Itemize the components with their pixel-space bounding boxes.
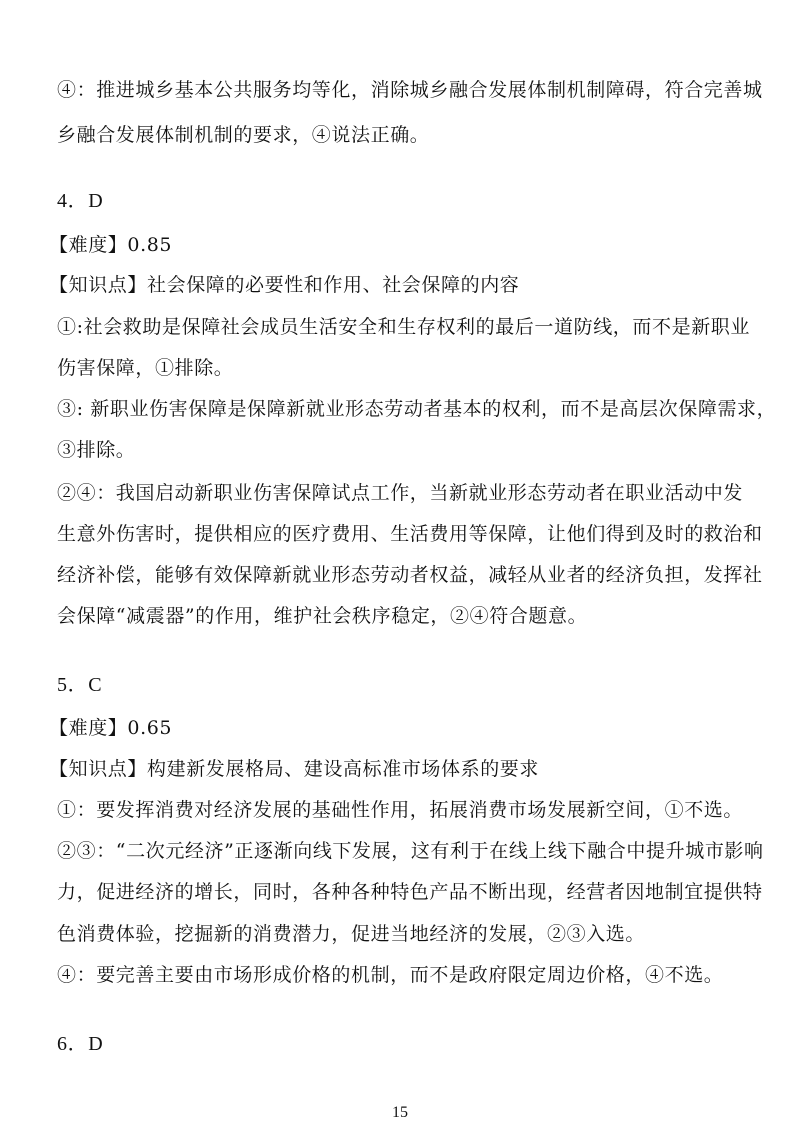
q5-item1: ①：要发挥消费对经济发展的基础性作用，拓展消费市场发展新空间，①不选。 <box>57 799 744 821</box>
q3-item4-line2: 乡融合发展体制机制的要求，④说法正确。 <box>57 124 430 146</box>
q5-knowledge-point: 【知识点】构建新发展格局、建设高标准市场体系的要求 <box>49 758 540 780</box>
q4-item24-line2: 生意外伤害时，提供相应的医疗费用、生活费用等保障，让他们得到及时的救治和 <box>57 523 763 545</box>
q4-difficulty: 【难度】0.85 <box>49 234 173 256</box>
q6-answer: 6．D <box>57 1033 104 1055</box>
q4-answer: 4．D <box>57 190 104 212</box>
q5-item23-line2: 力，促进经济的增长，同时，各种各种特色产品不断出现，经营者因地制宜提供特 <box>57 881 763 903</box>
q5-item23-line3: 色消费体验，挖掘新的消费潜力，促进当地经济的发展，②③入选。 <box>57 923 646 945</box>
q5-answer: 5．C <box>57 674 103 696</box>
q4-item24-line4: 会保障“减震器”的作用，维护社会秩序稳定，②④符合题意。 <box>57 605 588 627</box>
q4-item24-line1: ②④：我国启动新职业伤害保障试点工作，当新就业形态劳动者在职业活动中发 <box>57 482 744 504</box>
q5-item23-line1: ②③：“二次元经济”正逐渐向线下发展，这有利于在线上线下融合中提升城市影响 <box>57 840 764 862</box>
q4-item3-line2: ③排除。 <box>57 439 136 461</box>
q4-knowledge-point: 【知识点】社会保障的必要性和作用、社会保障的内容 <box>49 274 520 296</box>
q4-item24-line3: 经济补偿，能够有效保障新就业形态劳动者权益，减轻从业者的经济负担，发挥社 <box>57 564 763 586</box>
q4-item3-line1: ③: 新职业伤害保障是保障新就业形态劳动者基本的权利，而不是高层次保障需求， <box>57 398 777 420</box>
q4-item1-line2: 伤害保障，①排除。 <box>57 357 234 379</box>
q5-difficulty: 【难度】0.65 <box>49 717 173 739</box>
page-number: 15 <box>392 1104 408 1121</box>
q5-item4: ④：要完善主要由市场形成价格的机制，而不是政府限定周边价格，④不选。 <box>57 964 724 986</box>
q3-item4-line1: ④：推进城乡基本公共服务均等化，消除城乡融合发展体制机制障碍，符合完善城 <box>57 79 763 101</box>
q4-item1-line1: ①:社会救助是保障社会成员生活安全和生存权利的最后一道防线，而不是新职业 <box>57 316 751 338</box>
